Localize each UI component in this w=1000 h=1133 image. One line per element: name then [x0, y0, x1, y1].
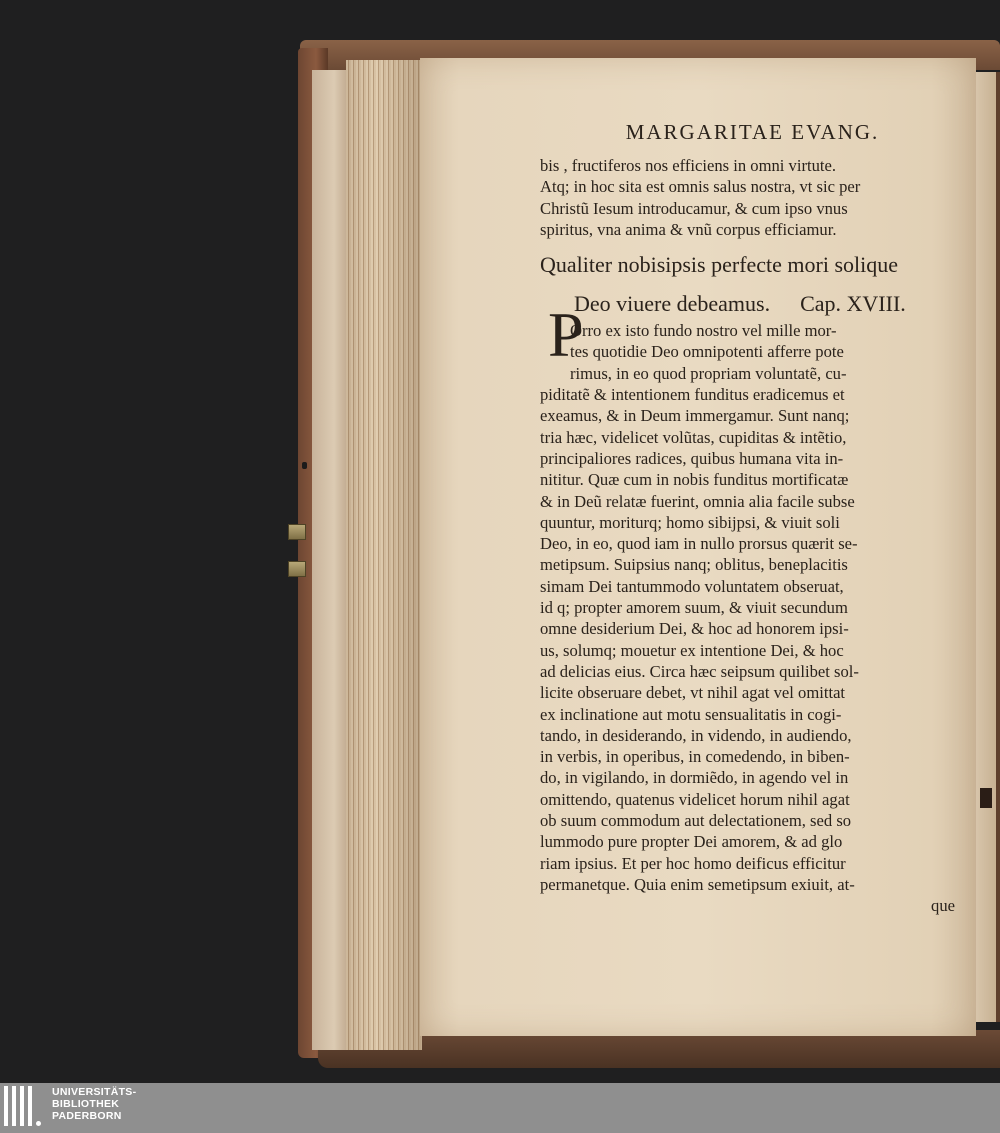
text-line: omittendo, quatenus videlicet horum nihil agat — [540, 789, 850, 809]
text-line: tria hæc, videlicet volũtas, cupiditas & intẽtio, — [540, 427, 847, 447]
page-edges-shade — [346, 60, 422, 1050]
binding-hole — [302, 462, 307, 469]
text-line: simam Dei tantummodo voluntatem obseruat, — [540, 576, 844, 596]
page-marker-tab — [980, 788, 992, 808]
text-line: Atq; in hoc sita est omnis salus nostra, vt sic per — [540, 177, 861, 197]
clasp-lower — [288, 561, 306, 577]
chapter-number: Cap. XVIII. — [800, 291, 906, 317]
text-line: us, solumq; mouetur ex intentione Dei, & hoc — [540, 640, 844, 660]
library-logo-text — [52, 1086, 136, 1122]
running-head: MARGARITAE EVANG. — [625, 120, 880, 144]
text-line: & in Deũ relatæ fuerint, omnia alia facile subse — [540, 491, 855, 511]
text-line: quuntur, moriturq; homo sibijpsi, & viuit soli — [540, 512, 840, 532]
logo-line: PADERBORN — [52, 1110, 122, 1122]
text-line: ad delicias eius. Circa hæc seipsum quilibet sol- — [540, 661, 859, 681]
text-line: exeamus, & in Deum immergamur. Sunt nanq; — [540, 406, 850, 426]
text-line: nititur. Quæ cum in nobis funditus mortificatæ — [540, 470, 849, 490]
logo-line: BIBLIOTHEK — [52, 1098, 120, 1110]
clasp-upper — [288, 524, 306, 540]
text-line: metipsum. Suipsius nanq; oblitus, beneplacitis — [540, 555, 848, 575]
text-line: rimus, in eo quod propriam voluntatẽ, cu- — [570, 363, 847, 383]
text-line: in verbis, in operibus, in comedendo, in biben- — [540, 747, 850, 767]
drop-capital: P — [548, 299, 584, 370]
logo-line: UNIVERSITÄTS- — [52, 1086, 137, 1098]
text-line: lummodo pure propter Dei amorem, & ad glo — [540, 832, 843, 852]
page-text — [540, 120, 955, 916]
chapter-body — [540, 320, 955, 916]
text-line: ex inclinatione aut motu sensualitatis in cogi- — [540, 704, 842, 724]
text-line: id q; propter amorem suum, & viuit secundum — [540, 598, 848, 618]
catchword: que — [931, 896, 955, 916]
right-cover-edge — [996, 72, 1000, 1022]
chapter-heading-line2 — [540, 290, 955, 318]
text-line: ob suum commodum aut delectationem, sed so — [540, 811, 852, 831]
text-line: do, in vigilando, in dormiẽdo, in agendo vel in — [540, 768, 849, 788]
text-line: piditatẽ & intentionem funditus eradicemus et — [540, 385, 845, 405]
text-line: Deo, in eo, quod iam in nullo prorsus quærit se- — [540, 534, 858, 554]
text-line: omne desiderium Dei, & hoc ad honorem ipsi- — [540, 619, 849, 639]
text-line: tes quotidie Deo omnipotenti afferre pote — [570, 342, 844, 362]
text-line: Christũ Iesum introducamur, & cum ipso vnus — [540, 198, 848, 218]
text-line: permanetque. Quia enim semetipsum exiuit, at- — [540, 874, 855, 894]
text-line: bis , fructiferos nos efficiens in omni virtute. — [540, 156, 837, 175]
footer-bar — [0, 1083, 1000, 1133]
library-logo-icon — [4, 1086, 46, 1128]
text-line: Orro ex isto fundo nostro vel mille mor- — [570, 321, 837, 341]
text-line: tando, in desiderando, in videndo, in audiendo, — [540, 725, 852, 745]
text-line: licite obseruare debet, vt nihil agat vel omittat — [540, 683, 846, 703]
text-line: principaliores radices, quibus humana vita in- — [540, 448, 844, 468]
chapter-title-end: Deo viuere debeamus. — [574, 291, 771, 317]
text-line: riam ipsius. Et per hoc homo deificus efficitur — [540, 853, 846, 873]
chapter-heading-line1: Qualiter nobisipsis perfecte mori solique — [540, 252, 899, 278]
top-lines — [540, 155, 955, 240]
text-line: spiritus, vna anima & vnũ corpus efficiamur. — [540, 219, 837, 239]
